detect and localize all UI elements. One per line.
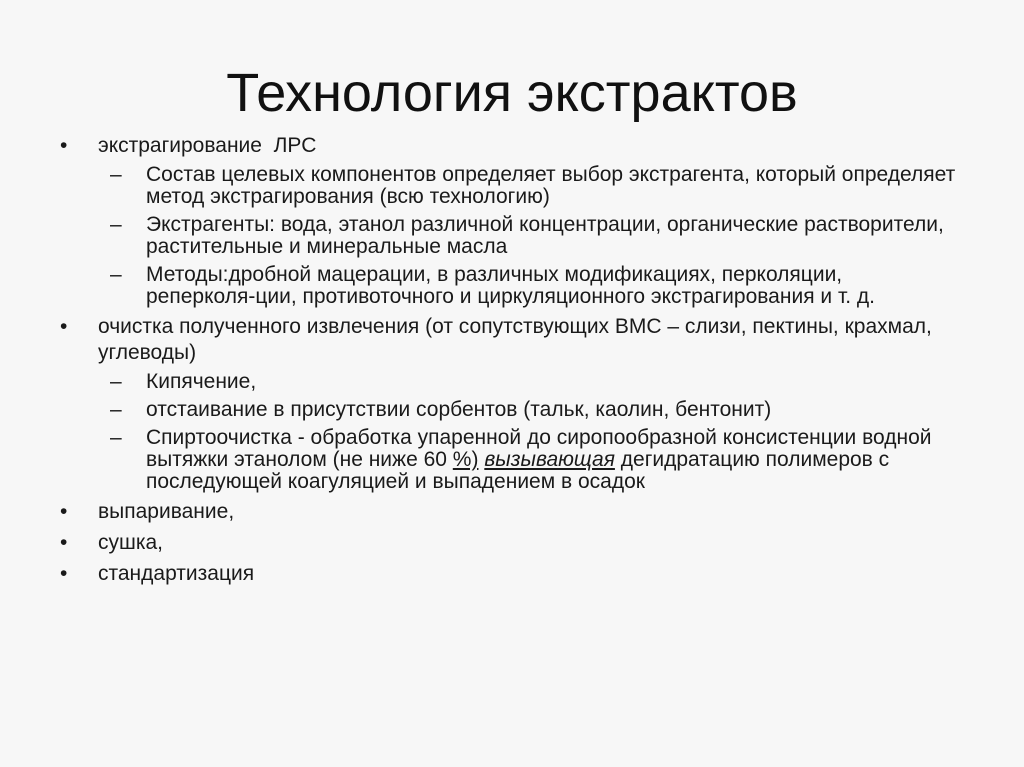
list-item-text: очистка полученного извлечения (от сопутствующих ВМС – слизи, пектины, крахмал, углеводы) (98, 315, 932, 364)
list-item-text: стандартизация (98, 562, 255, 585)
list-item-text: экстрагирование ЛРС (98, 134, 317, 157)
bullet-dash: – (110, 263, 122, 286)
list-item (56, 314, 956, 366)
sublist-item (56, 214, 956, 258)
bullet-dash: – (110, 398, 122, 421)
sublist-item-text (146, 426, 932, 493)
sublist-item-text-b: дегидратацию полимеров с последующей коагуляцией и выпадением в осадок (146, 448, 890, 493)
percent-sign: %) (452, 448, 479, 471)
list-item-text: выпаривание, (98, 500, 235, 523)
sublist (56, 164, 956, 308)
bullet-dot: • (60, 315, 68, 338)
sublist-item (56, 427, 956, 493)
bullet-dash: – (110, 426, 122, 449)
sublist-item-text: отстаивание в присутствии сорбентов (тальк, каолин, бентонит) (146, 398, 772, 421)
slide-title: Технология экстрактов (226, 63, 798, 123)
list-item (56, 133, 956, 159)
sublist-item (56, 264, 956, 308)
bullet-dot: • (60, 562, 68, 585)
sublist-item (56, 399, 956, 421)
sublist-item-text: Кипячение, (146, 370, 257, 393)
sublist (56, 371, 956, 493)
bullet-dot: • (60, 134, 68, 157)
emphasized-word: вызывающая (484, 448, 615, 471)
list-item (56, 530, 956, 556)
bullet-dot: • (60, 500, 68, 523)
sublist-item-text: Состав целевых компонентов определяет выбор экстрагента, который определяет метод экстрагирования (всю технологию) (146, 163, 956, 208)
bullet-list (56, 133, 956, 592)
sublist-item (56, 371, 956, 393)
bullet-dash: – (110, 213, 122, 236)
sublist-item-text: Экстрагенты: вода, этанол различной концентрации, органические растворители, растительные и минеральные масла (146, 213, 944, 258)
bullet-dash: – (110, 370, 122, 393)
list-item (56, 499, 956, 525)
sublist-item-text-a: Спиртоочистка - обработка упаренной до сиропообразной консистенции водной вытяжки этанолом (не ниже 60 (146, 426, 932, 471)
bullet-dash: – (110, 163, 122, 186)
bullet-dot: • (60, 531, 68, 554)
sublist-item (56, 164, 956, 208)
sublist-item-text: Методы:дробной мацерации, в различных модификациях, перколяции, реперколя-ции, противоточного и циркуляционного экстрагирования и т. д. (146, 263, 876, 308)
list-item (56, 561, 956, 587)
list-item-text: сушка, (98, 531, 164, 554)
